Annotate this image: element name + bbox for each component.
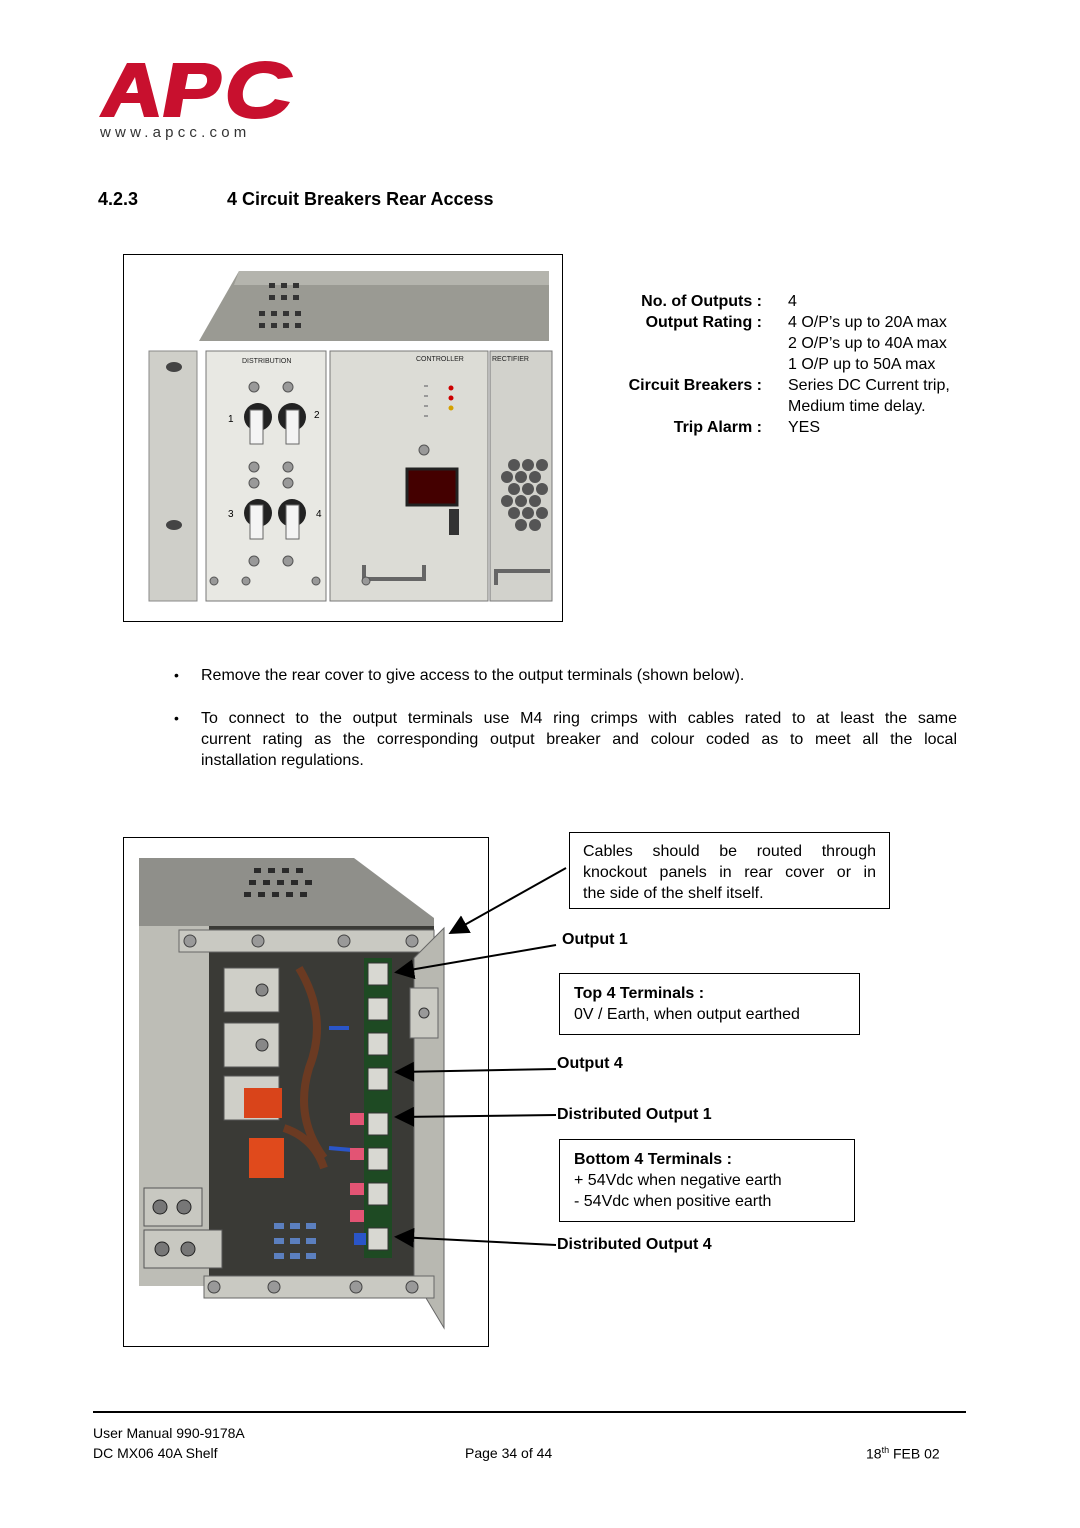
spec-label-outputs: No. of Outputs : [641, 293, 762, 310]
footer-manual: User Manual 990-9178A [93, 1425, 245, 1441]
spec-label-circuit-breakers: Circuit Breakers : [628, 377, 762, 394]
footer-date-rest: FEB 02 [889, 1445, 940, 1462]
cables-callout-line-1: Cables should be routed through [583, 843, 876, 860]
bullet-marker: • [174, 667, 179, 683]
spec-value-breakers-1: Series DC Current trip, [788, 377, 950, 394]
spec-value-outputs: 4 [788, 293, 797, 310]
cables-callout-line-2: knockout panels in rear cover or in [583, 864, 876, 881]
label-distributed-output-4: Distributed Output 4 [557, 1236, 712, 1253]
bottom-terminals-line-2: - 54Vdc when positive earth [574, 1193, 772, 1210]
label-output-1: Output 1 [562, 931, 628, 948]
top-terminals-text: 0V / Earth, when output earthed [574, 1006, 800, 1023]
bottom-terminals-title: Bottom 4 Terminals : [574, 1151, 732, 1168]
cables-callout-line-3: the side of the shelf itself. [583, 885, 764, 902]
spec-value-rating-1: 4 O/P’s up to 20A max [788, 314, 947, 331]
footer-date-suffix: th [881, 1445, 890, 1455]
footer-date [866, 1445, 940, 1462]
bullet-remove-cover: Remove the rear cover to give access to the output terminals (shown below). [201, 667, 745, 684]
label-output-4: Output 4 [557, 1055, 623, 1072]
label-distributed-output-1: Distributed Output 1 [557, 1106, 712, 1123]
bullet-connect-line-2: current rating as the corresponding output breaker and colour coded as to meet all the local [201, 731, 957, 748]
top-terminals-box [559, 973, 860, 1035]
spec-label-trip-alarm: Trip Alarm : [673, 419, 762, 436]
breaker-number-3: 3 [228, 509, 234, 520]
breaker-number-2: 2 [314, 410, 320, 421]
bullet-connect-line-1: To connect to the output terminals use M4 ring crimps with cables rated to at least the same [201, 710, 957, 727]
module-label-rectifier: RECTIFIER [492, 356, 529, 363]
bullet-connect-line-3: installation regulations. [201, 752, 364, 769]
module-label-distribution: DISTRIBUTION [242, 358, 292, 365]
footer-page: Page 34 of 44 [465, 1445, 553, 1461]
spec-value-trip-alarm: YES [788, 419, 821, 436]
footer-date-day: 18 [866, 1445, 882, 1462]
breaker-number-1: 1 [228, 414, 234, 425]
spec-value-rating-3: 1 O/P up to 50A max [788, 356, 936, 373]
section-title: 4 Circuit Breakers Rear Access [227, 189, 494, 209]
breaker-number-4: 4 [316, 509, 322, 520]
top-terminals-title: Top 4 Terminals : [574, 985, 705, 1002]
footer-rule [93, 1411, 966, 1413]
spec-value-breakers-2: Medium time delay. [788, 398, 926, 415]
spec-value-rating-2: 2 O/P’s up to 40A max [788, 335, 947, 352]
logo-url: www.apcc.com [100, 124, 251, 141]
bottom-terminals-line-1: + 54Vdc when negative earth [574, 1172, 782, 1189]
footer-product: DC MX06 40A Shelf [93, 1445, 218, 1461]
bullet-marker: • [174, 710, 179, 726]
spec-label-output-rating: Output Rating : [645, 314, 762, 331]
cables-callout [569, 832, 890, 909]
module-label-controller: CONTROLLER [416, 356, 464, 363]
section-number: 4.2.3 [98, 189, 139, 209]
bottom-terminals-box [559, 1139, 855, 1222]
